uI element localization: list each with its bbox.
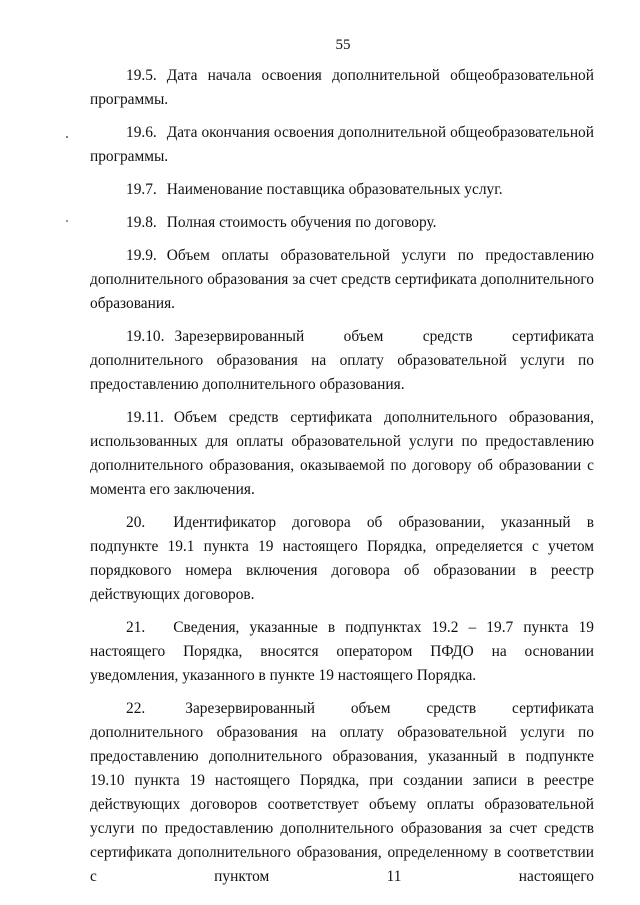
paragraph-text: Наименование поставщика образовательных услуг. [166, 181, 503, 198]
paragraph-text: Полная стоимость обучения по договору. [166, 214, 437, 231]
paragraph-number: 21. [126, 619, 146, 636]
paragraph-number: 20. [126, 514, 146, 531]
paragraph-number: 19.6. [126, 124, 157, 141]
paragraph-22 [90, 697, 594, 889]
paragraph-number: 19.5. [126, 67, 157, 84]
paragraph-text: Объем средств сертификата дополнительного образования, использованных для оплаты образовательной услуги по предоставлению дополнительного образования, оказываемой по договору об образовании с момента его заключения. [90, 409, 594, 498]
scan-speck [66, 136, 68, 138]
paragraph-19-7 [90, 178, 594, 202]
paragraph-text: Идентификатор договора об образовании, указанный в подпункте 19.1 пункта 19 настоящего Порядка, определяется с учетом порядкового номера включения договора об образовании в реестр действующих договоров. [90, 514, 594, 603]
paragraph-21 [90, 616, 594, 688]
paragraph-text: Объем оплаты образовательной услуги по предоставлению дополнительного образования за счет средств сертификата дополнительного образования. [90, 247, 594, 312]
paragraph-text: Дата окончания освоения дополнительной общеобразовательной программы. [90, 124, 594, 165]
paragraph-19-10 [90, 325, 594, 397]
paragraph-19-5 [90, 64, 594, 112]
paragraph-text: Дата начала освоения дополнительной общеобразовательной программы. [90, 67, 594, 108]
paragraph-text: Сведения, указанные в подпунктах 19.2 – 19.7 пункта 19 настоящего Порядка, вносятся оператором ПФДО на основании уведомления, указанного в пункте 19 настоящего Порядка. [90, 619, 594, 684]
page-number: 55 [335, 37, 351, 53]
paragraph-19-9 [90, 244, 594, 316]
paragraph-number: 19.11. [126, 409, 164, 426]
paragraph-19-6 [90, 121, 594, 169]
paragraph-number: 19.9. [126, 247, 157, 264]
scan-speck [66, 220, 68, 222]
paragraph-text: Зарезервированный объем средств сертификата дополнительного образования на оплату образовательной услуги по предоставлению дополнительного образования. [90, 328, 594, 393]
paragraph-number: 19.10. [126, 328, 165, 345]
paragraph-number: 19.7. [126, 181, 157, 198]
paragraph-20 [90, 511, 594, 607]
paragraph-19-8 [90, 211, 594, 235]
paragraph-text: Зарезервированный объем средств сертификата дополнительного образования на оплату образовательной услуги по предоставлению дополнительного образования, указанный в подпункте 19.10 пункта 19 настоящего Порядка, при создании записи в реестре действующих договоров соответствует объему оплаты образовательной услуги по предоставлению дополнительного образования за счет средств сертификата дополнительного образования, определенному в соответствии с пунктом 11 настоящего [90, 700, 594, 885]
document-body [90, 64, 594, 889]
paragraph-number: 19.8. [126, 214, 157, 231]
paragraph-number: 22. [126, 700, 146, 717]
paragraph-19-11 [90, 406, 594, 502]
